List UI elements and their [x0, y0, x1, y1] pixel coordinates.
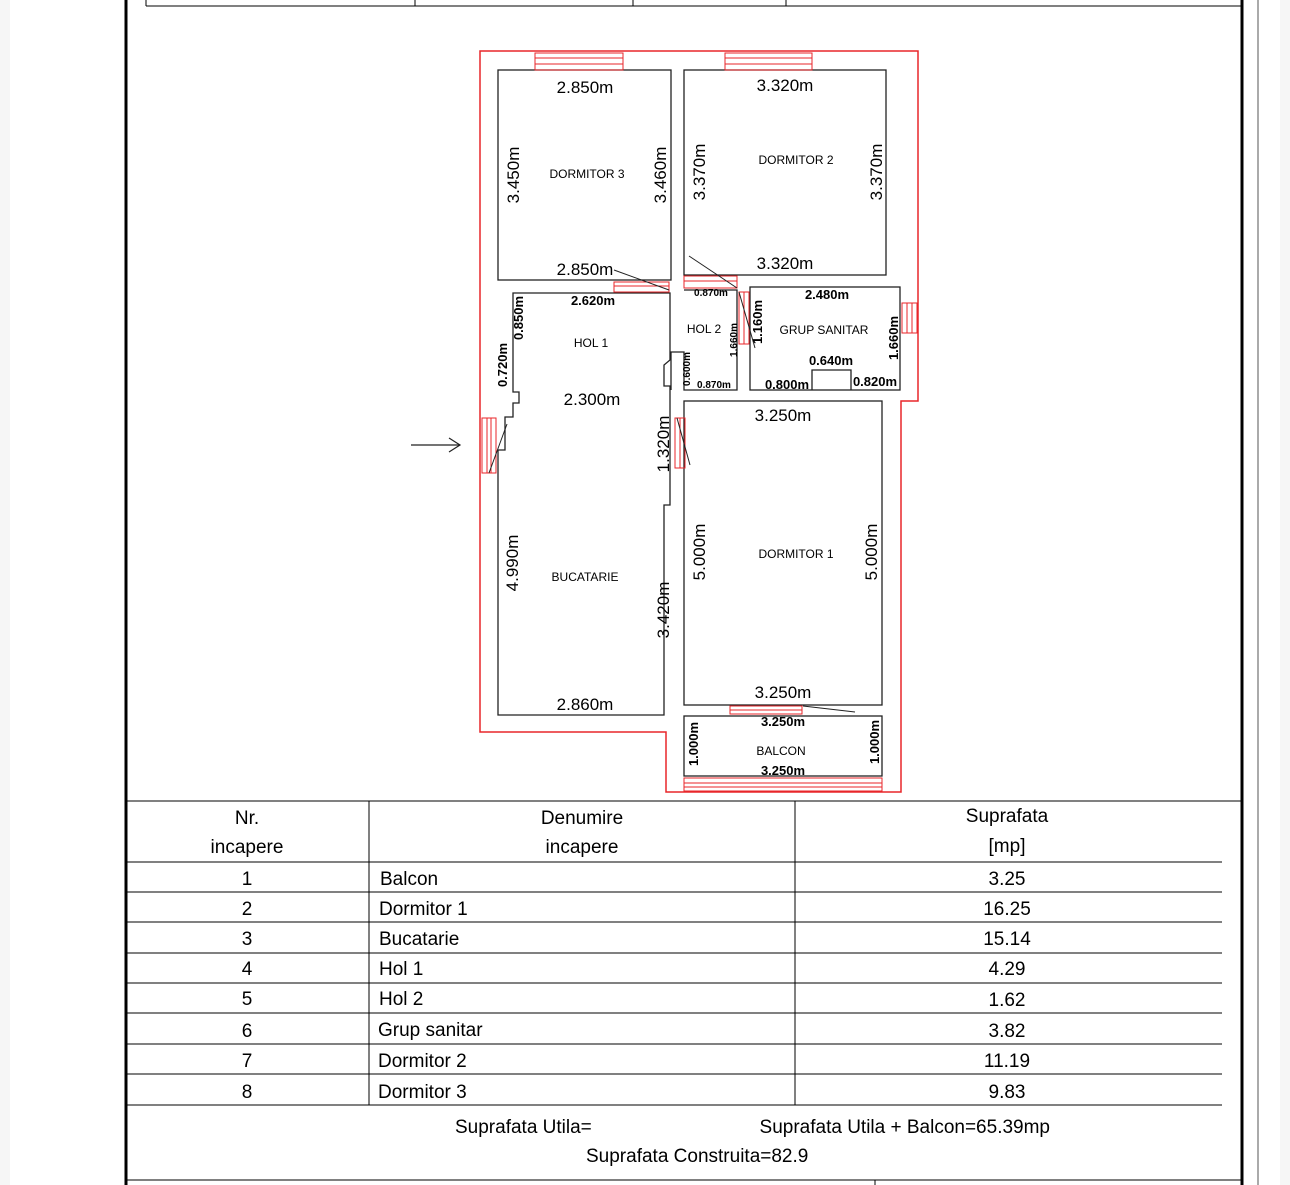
dim-gs-top: 2.480m [804, 287, 850, 302]
row-area: 9.83 [988, 1082, 1026, 1103]
dim-bal-top: 3.250m [760, 714, 806, 729]
dim-d3-bottom: 2.850m [556, 260, 614, 279]
dim-d3-top: 2.850m [556, 78, 614, 97]
dim-bal-right: 1.000m [867, 719, 882, 765]
dim-hol1-left-small: 0.850m [511, 295, 526, 341]
row-name: Dormitor 3 [378, 1082, 467, 1103]
dim-d2-right: 3.370m [867, 143, 886, 201]
dim-hol2-bottom: 0.870m [697, 380, 731, 391]
dim-buc-right: 3.420m [654, 581, 673, 639]
dim-bal-bottom: 3.250m [760, 763, 806, 778]
row-name: Hol 2 [379, 989, 424, 1010]
row-nr: 4 [241, 959, 253, 980]
dim-d1-right: 5.000m [862, 523, 881, 581]
dim-d2-bottom: 3.320m [756, 254, 814, 273]
row-area: 3.25 [988, 869, 1026, 890]
row-nr: 1 [241, 869, 253, 890]
summary-suprafata-construita: Suprafata Construita=82.9 [586, 1146, 809, 1167]
dim-d3-left: 3.450m [504, 146, 523, 204]
row-name: Hol 1 [379, 959, 424, 980]
dim-d2-top: 3.320m [756, 76, 814, 95]
row-name: Grup sanitar [378, 1020, 483, 1041]
dim-hol1-left-tiny: 0.720m [495, 342, 510, 388]
dim-gs-bottom-right: 0.820m [852, 374, 898, 389]
row-area: 3.82 [988, 1021, 1026, 1042]
dim-hol2-top: 0.870m [694, 288, 728, 299]
dim-d3-right: 3.460m [651, 146, 670, 204]
label-dormitor-3: DORMITOR 3 [549, 167, 625, 181]
dim-gs-mid: 0.640m [808, 353, 854, 368]
row-nr: 3 [241, 929, 253, 950]
dim-bal-left: 1.000m [686, 721, 701, 767]
dim-hol2-left-small: 0.600m [682, 352, 693, 386]
summary-utila-balcon: Suprafata Utila + Balcon=65.39mp [759, 1117, 1050, 1138]
summary-suprafata-utila: Suprafata Utila= [455, 1117, 592, 1138]
header-nr-line1: Nr. [234, 808, 260, 829]
row-name: Bucatarie [379, 929, 460, 950]
row-area: 11.19 [983, 1051, 1031, 1072]
row-area: 16.25 [983, 899, 1031, 920]
dim-buc-bottom: 2.860m [556, 695, 614, 714]
dim-d1-bottom: 3.250m [754, 683, 812, 702]
dim-hol1-width: 2.300m [563, 390, 621, 409]
row-area: 4.29 [988, 959, 1026, 980]
row-nr: 5 [241, 989, 253, 1010]
row-area: 1.62 [988, 990, 1026, 1011]
dim-wall-1320: 1.320m [654, 415, 673, 473]
header-suprafata-line1: Suprafata [965, 806, 1049, 827]
dim-hol2-right: 1.660m [729, 323, 740, 357]
label-grup-sanitar: GRUP SANITAR [779, 323, 869, 337]
dim-hol1-top: 2.620m [570, 293, 616, 308]
dim-gs-right: 1.660m [886, 315, 901, 361]
row-name: Balcon [380, 869, 439, 890]
label-hol-2: HOL 2 [686, 322, 722, 336]
row-name: Dormitor 2 [378, 1051, 467, 1072]
header-nr-line2: incapere [210, 837, 284, 858]
label-hol-1: HOL 1 [573, 336, 609, 350]
dim-d2-left: 3.370m [690, 143, 709, 201]
dim-gs-bottom-left: 0.800m [764, 377, 810, 392]
row-area: 15.14 [983, 929, 1031, 950]
header-denumire-line1: Denumire [540, 808, 624, 829]
row-name: Dormitor 1 [379, 899, 468, 920]
page-sheet [10, 0, 1280, 1185]
row-nr: 6 [241, 1021, 253, 1042]
header-suprafata-line2: [mp] [988, 836, 1026, 857]
label-dormitor-2: DORMITOR 2 [758, 153, 834, 167]
row-nr: 8 [241, 1082, 253, 1103]
dim-d1-top: 3.250m [754, 406, 812, 425]
label-bucatarie: BUCATARIE [551, 570, 619, 584]
dim-gs-left: 1.160m [750, 299, 765, 345]
label-balcon: BALCON [756, 744, 806, 758]
dim-buc-left: 4.990m [503, 534, 522, 592]
row-nr: 7 [241, 1051, 253, 1072]
header-denumire-line2: incapere [545, 837, 619, 858]
row-nr: 2 [241, 899, 253, 920]
label-dormitor-1: DORMITOR 1 [758, 547, 834, 561]
dim-d1-left: 5.000m [690, 523, 709, 581]
